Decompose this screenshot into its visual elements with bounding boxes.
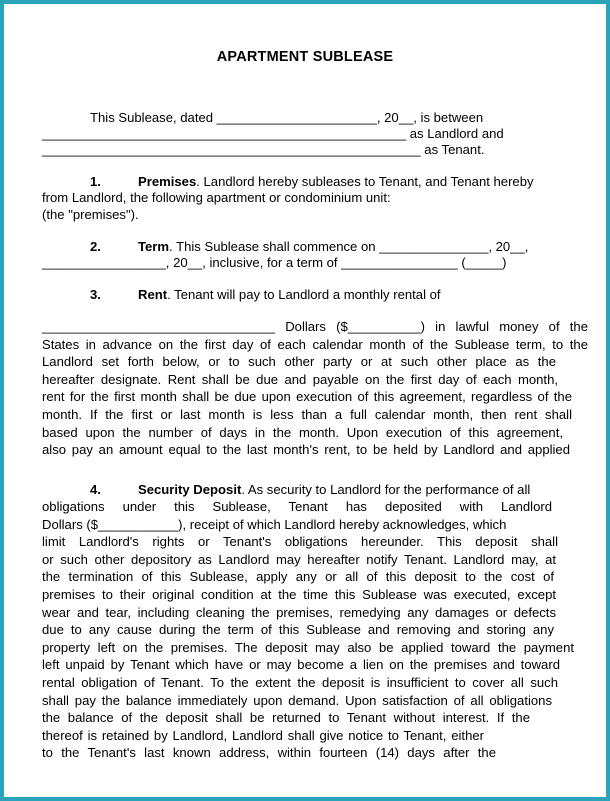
section-1-line-2: from Landlord, the following apartment or condominium unit:: [42, 190, 391, 205]
section-4-line-2: Dollars ($___________), receipt of which Landlord hereby acknowledges, which: [42, 516, 507, 532]
section-4-line-5: the termination of this Sublease, apply any or all of this deposit to the cost of: [42, 569, 554, 585]
section-4-line-1: obligations under this Sublease, Tenant has deposited with Landlord: [42, 499, 552, 514]
section-1-heading-line: 1. Premises. Landlord hereby subleases to Tenant, and Tenant hereby: [90, 174, 534, 189]
section-3-line-3: Landlord set forth below, or to such other party or at such other place as the: [42, 354, 556, 370]
section-3-line-7: based upon the number of days in the month. Upon execution of this agreement,: [42, 424, 563, 440]
section-4-line-6: premises to their original condition at the time this Sublease was executed, except: [42, 587, 556, 602]
section-1-line-3: (the "premises").: [42, 207, 139, 222]
section-3-line-6: month. If the first or last month is less than a full calendar month, then rent shall: [42, 407, 572, 422]
section-4-line-4: or such other depository as Landlord may hereafter notify Tenant. Landlord may, at: [42, 551, 556, 567]
section-4-heading-line: 4. Security Deposit. As security to Landlord for the performance of all: [90, 482, 531, 497]
section-3-line-4: hereafter designate. Rent shall be due and payable on the first day of each month,: [42, 371, 558, 387]
section-3-line-2: States in advance on the first day of each calendar month of the Sublease term, to the: [42, 336, 588, 352]
section-3-heading-line: 3. Rent. Tenant will pay to Landlord a monthly rental of: [90, 287, 441, 302]
section-3-line-8: also pay an amount equal to the last month's rent, to be held by Landlord and applied: [42, 442, 570, 458]
section-4-line-13: the balance of the deposit shall be returned to Tenant without interest. If the: [42, 710, 530, 726]
section-4-line-3: limit Landlord's rights or Tenant's obligations hereunder. This deposit shall: [42, 534, 558, 550]
section-2-heading-line: 2. Term. This Sublease shall commence on _______________, 20__,: [90, 239, 529, 254]
section-4-line-7: wear and tear, including cleaning the premises, remedying any damages or defects: [42, 604, 556, 620]
section-4-line-11: rental obligation of Tenant. To the extent the deposit is insufficient to cover all such: [42, 675, 558, 690]
intro-line-2: __________________________________________________ as Landlord and: [42, 126, 504, 141]
section-4-line-15: to the Tenant's last known address, within fourteen (14) days after the: [42, 745, 496, 761]
document-page: [4, 4, 606, 797]
intro-line-1: This Sublease, dated ______________________, 20__, is between: [90, 110, 484, 125]
section-4-line-12: shall pay the balance immediately upon demand. Upon satisfaction of all obligations: [42, 692, 552, 708]
section-1-heading: Premises: [138, 174, 197, 189]
section-1-number: 1.: [90, 174, 101, 189]
section-4-heading: Security Deposit: [138, 482, 242, 497]
section-3-number: 3.: [90, 287, 101, 302]
section-4-line-8: due to any cause during the term of this Sublease and removing and storing any: [42, 622, 554, 638]
section-2-number: 2.: [90, 239, 101, 254]
section-3-line-5: rent for the first month shall be due upon execution of this agreement, regardless of the: [42, 389, 572, 405]
section-4-line-10: left unpaid by Tenant which have or may become a lien on the premises and toward: [42, 657, 560, 673]
section-4-line-14: thereof is retained by Landlord, Landlord shall give notice to Tenant, either: [42, 727, 484, 743]
section-4-number: 4.: [90, 482, 101, 497]
section-3-heading: Rent: [138, 287, 168, 302]
section-4-line-9: property left on the premises. The deposit may also be applied toward the payment: [42, 639, 574, 655]
section-2-heading: Term: [138, 239, 170, 254]
document-title: APARTMENT SUBLEASE: [216, 49, 394, 65]
section-3-line-1: ________________________________ Dollars ($__________) in lawful money of the: [42, 319, 588, 334]
intro-line-3: ____________________________________________________ as Tenant.: [42, 142, 485, 157]
section-2-line-2: _________________, 20__, inclusive, for a term of ________________ (_____): [42, 255, 507, 270]
